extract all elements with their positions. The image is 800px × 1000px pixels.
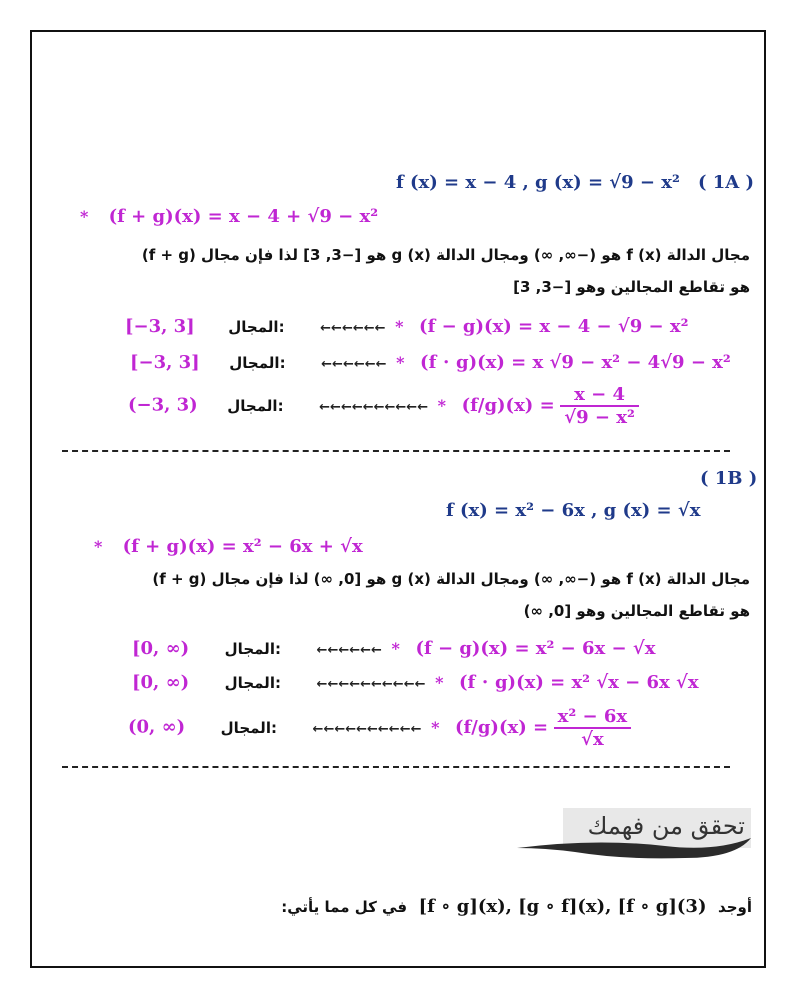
domain-label: المجال: [229, 354, 286, 372]
expr-diff: (f − g)(x) = x² − 6x − √x [415, 638, 656, 659]
banner-title: تحقق من فهمك [587, 812, 745, 840]
star-bullet: * [435, 673, 444, 692]
section-b-row-product [132, 672, 699, 693]
section-b-row-quotient [128, 706, 631, 750]
fraction-numerator: x² − 6x [554, 706, 632, 729]
star-bullet: * [80, 207, 89, 226]
expr-product: (f ⋅ g)(x) = x √9 − x² − 4√9 − x² [420, 352, 731, 373]
domain-value: [0, ∞) [132, 672, 190, 693]
fraction-numerator: x − 4 [560, 384, 639, 407]
expr-diff: (f − g)(x) = x − 4 − √9 − x² [419, 316, 689, 337]
domain-value: [−3, 3] [130, 352, 200, 373]
section-a-label: ( 1A ) [698, 172, 755, 193]
arrow-chain: ←←←←←← [316, 643, 382, 658]
domain-value: [−3, 3] [125, 316, 195, 337]
section-a-row-diff [125, 316, 688, 337]
star-bullet: * [431, 717, 440, 737]
section-a-sum: * (f + g)(x) = x − 4 + √9 − x² [80, 206, 379, 227]
section-divider [62, 450, 730, 452]
star-bullet: * [396, 353, 405, 372]
section-b-domain-sentence-1: مجال الدالة f (x) هو (−∞, ∞) ومجال الدالة g (x) هو [0, ∞) لذا فإن مجال (f + g) [152, 570, 750, 588]
section-b-given: f (x) = x² − 6x , g (x) = √x [446, 500, 701, 521]
expr-quotient-lhs: (f/g)(x) = [461, 394, 555, 416]
domain-label: المجال: [224, 674, 281, 692]
domain-label: المجال: [220, 718, 277, 737]
section-b-sum: * (f + g)(x) = x² − 6x + √x [94, 536, 363, 557]
quotient-fraction [554, 706, 632, 750]
domain-value: (−3, 3) [128, 394, 198, 416]
arrow-chain: ←←←←←←←←←← [319, 399, 429, 415]
question-expression: [f ∘ g](x), [g ∘ f](x), [f ∘ g](3) [418, 896, 707, 917]
check-understanding-banner [515, 808, 751, 860]
domain-value: (0, ∞) [128, 716, 186, 738]
expr-quotient-lhs: (f/g)(x) = [455, 716, 549, 738]
arrow-chain: ←←←←←←←←←← [316, 677, 426, 692]
star-bullet: * [94, 537, 103, 556]
domain-label: المجال: [224, 640, 281, 658]
quotient-fraction [560, 384, 639, 428]
section-b-label: ( 1B ) [700, 468, 758, 489]
star-bullet: * [437, 395, 447, 415]
section-a-domain-sentence-1: مجال الدالة f (x) هو (−∞, ∞) ومجال الدالة g (x) هو [−3, 3] لذا فإن مجال (f + g) [141, 246, 750, 264]
section-a-row-product [130, 352, 731, 373]
domain-label: المجال: [227, 396, 284, 415]
section-b-domain-sentence-2: هو تقاطع المجالين وهو [0, ∞) [523, 602, 750, 620]
section-divider [62, 766, 730, 768]
question-line [281, 896, 752, 917]
question-prefix: أوجد [718, 898, 752, 916]
arrow-chain: ←←←←←← [320, 321, 386, 336]
expr-product: (f ⋅ g)(x) = x² √x − 6x √x [459, 672, 699, 693]
star-bullet: * [395, 317, 404, 336]
fraction-denominator: √9 − x² [564, 407, 635, 428]
question-suffix: في كل مما يأتي: [281, 898, 408, 916]
domain-label: المجال: [228, 318, 285, 336]
arrow-chain: ←←←←←←←←←← [312, 721, 422, 737]
domain-value: [0, ∞) [132, 638, 190, 659]
section-a-row-quotient [128, 384, 639, 428]
arrow-chain: ←←←←←← [321, 357, 387, 372]
section-b-row-diff [132, 638, 655, 659]
fraction-denominator: √x [581, 729, 604, 750]
star-bullet: * [391, 639, 400, 658]
section-a-domain-sentence-2: هو تقاطع المجالين وهو [−3, 3] [513, 278, 750, 296]
section-a-given: f (x) = x − 4 , g (x) = √9 − x² [396, 172, 680, 193]
